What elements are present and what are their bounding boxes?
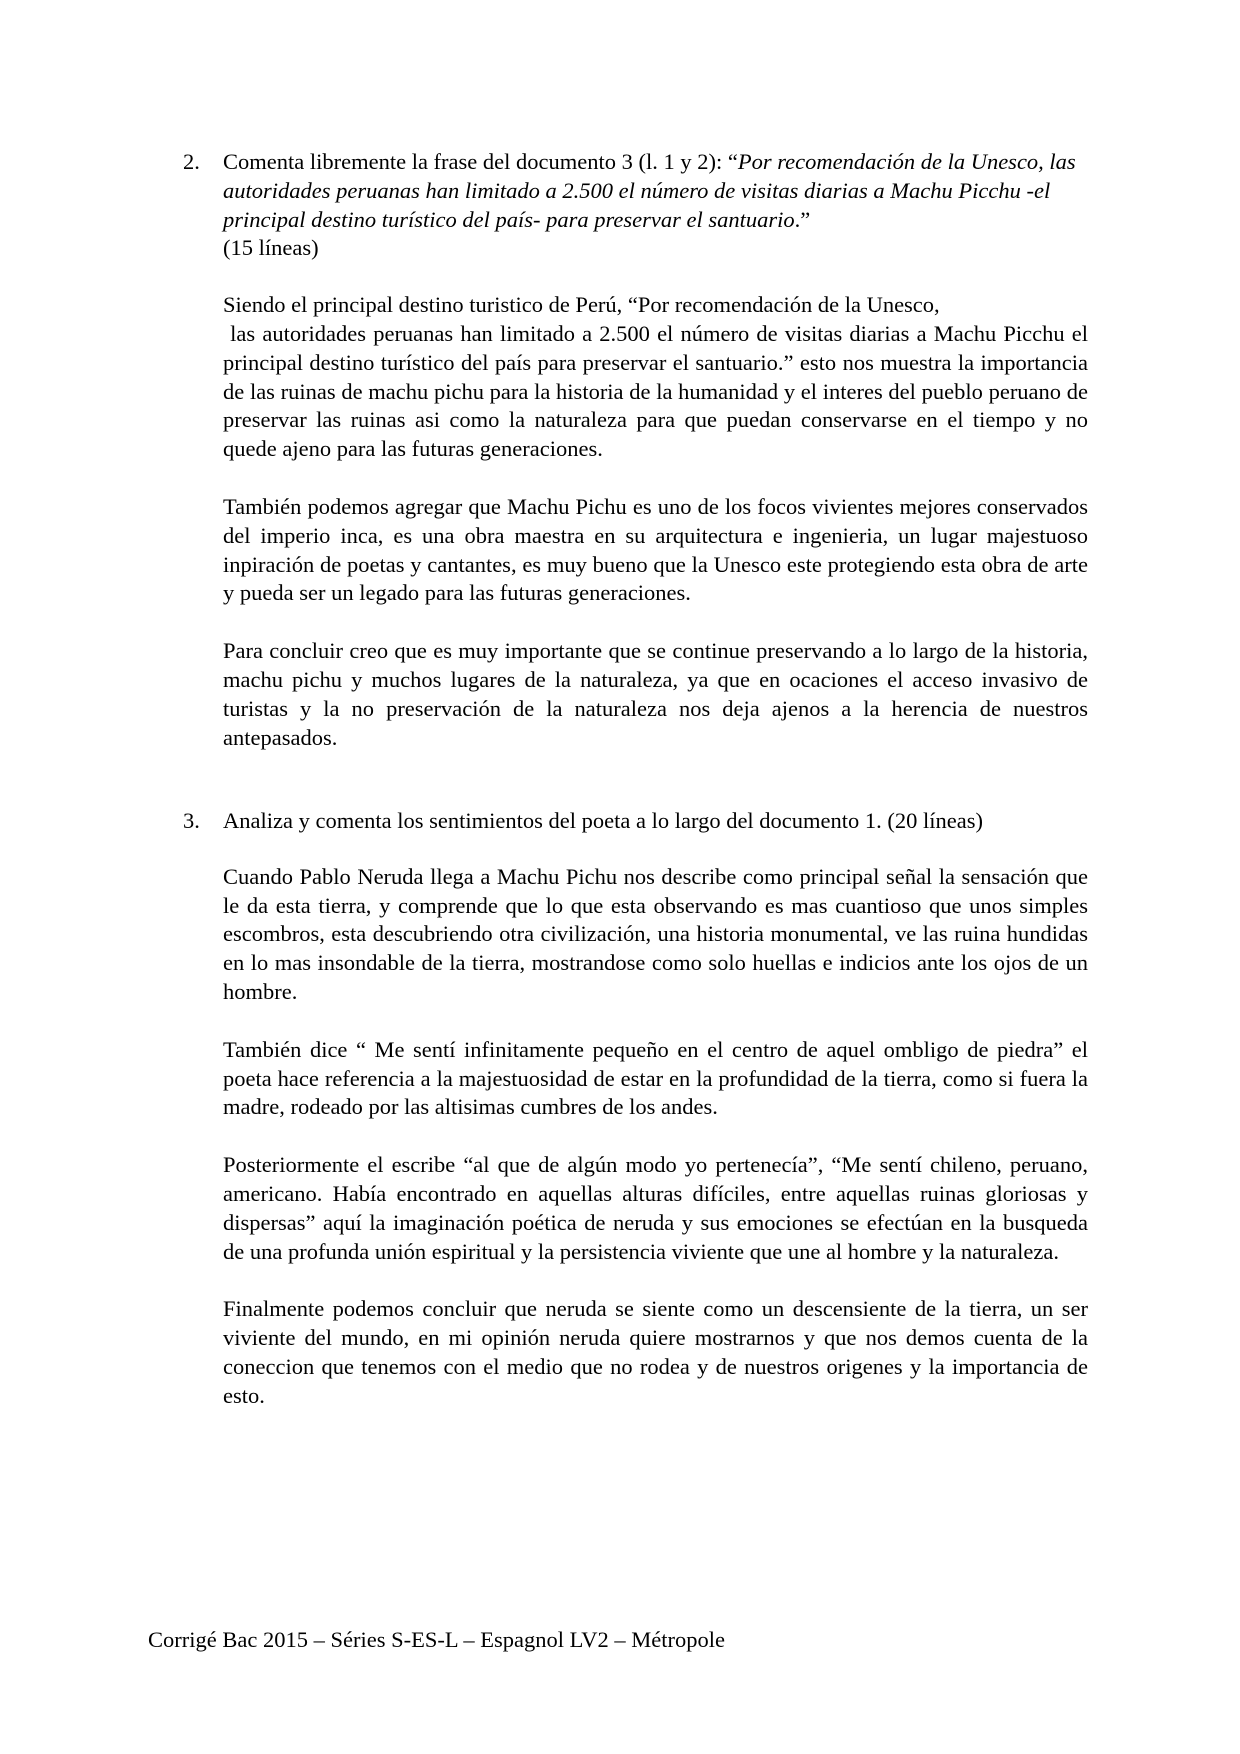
answer-paragraph: Finalmente podemos concluir que neruda se siente como un descensiente de la tierra, un ser viviente del mundo, en mi opinión neruda quiere mostrarnos y que nos demos cuenta de la coneccion que tenemos con el medio que no rodea y de nuestros origenes y la importancia de esto. (223, 1296, 1088, 1408)
question-3-number: 3. (183, 808, 200, 833)
answer-paragraph (223, 291, 1088, 464)
question-3-header (183, 807, 1088, 836)
question-3-answer (223, 863, 1088, 1411)
question-2-answer (223, 291, 1088, 752)
answer-paragraph: Para concluir creo que es muy importante que se continue preservando a lo largo de la historia, machu pichu y muchos lugares de la naturaleza, ya que en ocaciones el acceso invasivo de turistas y la no preservación de la naturaleza nos deja ajenos a la herencia de nuestros antepasados. (223, 638, 1088, 750)
question-2-quote-end: .” (794, 206, 811, 232)
question-2-quote: Por recomendación de la Unesco, las autoridades peruanas han limitado a 2.500 el número de visitas diarias a Machu Picchu -el principal destino turístico del país- para preservar el santuario (223, 149, 1076, 232)
question-2-header (183, 148, 1088, 263)
answer-paragraph: Posteriormente el escribe “al que de algún modo yo pertenecía”, “Me sentí chileno, peruano, americano. Había encontrado en aquellas alturas difíciles, entre aquellas ruinas gloriosas y dispersas” aquí la imaginación poética de neruda y sus emociones se efectúan en la busqueda de una profunda unión espiritual y la persistencia viviente que une al hombre y la naturaleza. (223, 1152, 1088, 1264)
question-3-prompt: Analiza y comenta los sentimientos del poeta a lo largo del documento 1. (20 líneas) (223, 808, 984, 833)
answer-paragraph: También podemos agregar que Machu Pichu es uno de los focos vivientes mejores conservados del imperio inca, es una obra maestra en su arquitectura e ingenieria, un lugar majestuoso inpiración de poetas y cantantes, es muy bueno que la Unesco este protegiendo esta obra de arte y pueda ser un legado para las futuras generaciones. (223, 493, 1088, 606)
answer-line: Siendo el principal destino turistico de Perú, “Por recomendación de la Unesco, (223, 292, 940, 318)
page-footer: Corrigé Bac 2015 – Séries S-ES-L – Espagnol LV2 – Métropole (148, 1627, 726, 1652)
answer-paragraph: También dice “ Me sentí infinitamente pequeño en el centro de aquel ombligo de piedra” el poeta hace referencia a la majestuosidad de estar en la profundidad de la tierra, como si fuera la madre, rodeado por las altisimas cumbres de los andes. (223, 1036, 1088, 1120)
answer-line: las autoridades peruanas han limitado a 2.500 el número de visitas diarias a Machu Picchu el principal destino turístico del país para preservar el santuario.” esto nos muestra la importancia de las ruinas de machu pichu para la historia de la humanidad y el interes del pueblo peruano de preservar las ruinas asi como la naturaleza para que puedan conservarse en el tiempo y no quede ajeno para las futuras generaciones. (223, 320, 1088, 462)
question-2 (183, 148, 1088, 752)
question-2-number: 2. (183, 149, 200, 174)
question-2-intro: Comenta libremente la frase del documento 3 (l. 1 y 2): “ (223, 149, 738, 174)
question-2-prompt (223, 148, 1088, 263)
question-3 (183, 807, 1088, 1411)
answer-paragraph: Cuando Pablo Neruda llega a Machu Pichu nos describe como principal señal la sensación que le da esta tierra, y comprende que lo que esta observando es mas cuantioso que unos simples escombros, esta descubriendo otra civilización, una historia monumental, ve las ruina hundidas en lo mas insondable de la tierra, mostrandose como solo huellas e indicios ante los ojos de un hombre. (223, 863, 1088, 1004)
question-2-limit: (15 líneas) (223, 235, 319, 261)
